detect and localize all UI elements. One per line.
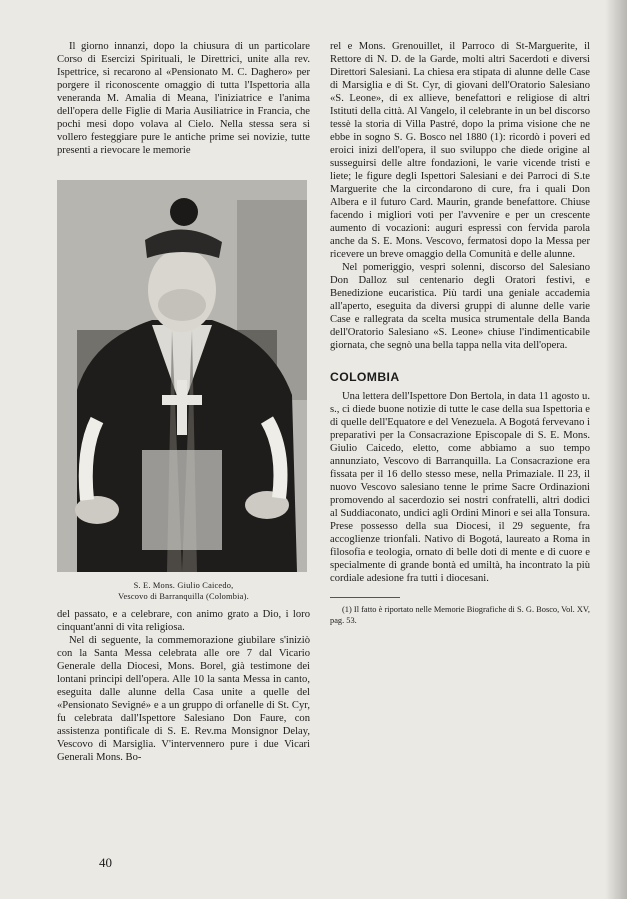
page-edge-shadow: [605, 0, 627, 899]
right-column: [330, 40, 590, 626]
caption-line-title: Vescovo di Barranquilla (Colombia).: [118, 592, 249, 601]
paragraph-visit-pensionato: Il giorno innanzi, dopo la chiusura di un particolare Corso di Esercizi Spirituali, le Direttrici, unite alla rev. Ispettrice, si recarono al «Pensionato M. C. Daghero» per porgere il riconoscente omaggio di tutta l'Ispettoria alla veneranda M. Amalia di Meana, l'iniziatrice e l'anima dell'opera delle Figlie di Maria Ausiliatrice in Francia, che pochi mesi dopo volava al Cielo. Nella stessa sera si vollero festeggiare pure le antiche prime sei novizie, tutte presenti a rievocare le memorie: [57, 41, 310, 156]
photo-caption: [57, 580, 310, 602]
footnote-divider: [330, 597, 400, 598]
paragraph-anniversary: del passato, e a celebrare, con animo grato a Dio, i loro cinquant'anni di vita religiosa.: [57, 609, 310, 633]
paragraph-colombia-letter: Una lettera dell'Ispettore Don Bertola, in data 11 agosto u. s., ci diede buone notizie di tutte le case della sua Ispettoria e di quelle dell'Equatore e del Venezuela. A Bogotá fervevano i preparativi per la Consacrazione Episcopale di S. E. Mons. Giulio Caicedo, eletto, come abbiamo a suo tempo annunziato, Vescovo di Barranquilla. La Consacrazione era fissata per il 16 dello stesso mese, nella Primaziale. Il 23, il nuovo Vescovo salesiano tenne le prime Sacre Ordinazioni promovendo al sacerdozio sei nostri confratelli, altri dodici al Suddiaconato, undici agli Ordini Minori e sei alla Tonsura. Prese possesso della sua Diocesi, il 29 seguente, fra accoglienze trionfali. Nativo di Bogotá, laureato a Roma in filosofia e teologia, ornato di belle doti di mente e di cuore e specialmente di grande bontà ed umiltà, ha incontrato la più cordiale adesione fra tutti i diocesani.: [330, 391, 590, 584]
page-number: 40: [99, 855, 112, 870]
footnote: (1) Il fatto è riportato nelle Memorie Biografiche di S. G. Bosco, Vol. XV, pag. 53.: [330, 605, 590, 625]
caption-line-name: S. E. Mons. Giulio Caicedo,: [133, 581, 234, 590]
paragraph-commemoration: Nel di seguente, la commemorazione giubilare s'iniziò con la Santa Messa celebrata alle ore 7 dal Vicario Generale della Diocesi, Mons. Borel, già testimone dei lontani principi dell'opera. Alle 10 la santa Messa in canto, eseguita dalle alunne della Casa unite a quelle del «Pensionato Sevigné» e a un gruppo di orfanelle di St. Cyr, fu celebrata dall'Ispettore Salesiano Don Faure, con assistenza pontificale di S. E. Rev.ma Monsignor Delay, Vescovo di Marsiglia. V'intervennero pure i due Vicari Generali Mons. Bo-: [57, 635, 310, 763]
bishop-portrait-photo: [57, 180, 307, 572]
left-column: [57, 40, 310, 764]
bishop-portrait-image: [57, 180, 307, 572]
paragraph-ceremony-continued: rel e Mons. Grenouillet, il Parroco di St-Marguerite, il Rettore di N. D. de la Garde, molti altri Sacerdoti e diversi Direttori Salesiani. La chiesa era stipata di alunne delle Case di Marsiglia e di St. Cyr, di giovani dell'Oratorio Salesiano «S. Leone», di ex allieve, benefattori e religiose di altri Istituti della città. Al Vangelo, il celebrante in un bel discorso tessè la storia di Villa Pastré, dopo la prima visione che ne ebbe in sogno S. G. Bosco nel 1880 (1): ricordò i poveri ed eroici inizi dell'opera, il suo sviluppo che diede origine al susseguirsi delle altre fondazioni, le varie vicende tristi e liete; le figure degli Ispettori Salesiani e dei Parroci di S.te Marguerite che la circondarono di cure, fra i quali Don Albera e il futuro Card. Maurin, grande benefattore. Chiuse facendo i migliori voti per l'avvenire e per un crescente aumento di vocazioni: auguri espressi con fervida parola anche da S. E. Mons. Vescovo, fermatosi dopo la Messa per ricevere un breve omaggio della Comunità e delle alunne.: [330, 41, 590, 260]
paragraph-afternoon: Nel pomeriggio, vespri solenni, discorso del Salesiano Don Dalloz sul centenario degli Oratori festivi, e Benedizione eucaristica. Più tardi una geniale accademia all'aperto, eseguita da diversi gruppi di alunne delle varie Case e rallegrata da scelta musica strumentale della Banda dell'Oratorio Salesiano «S. Leone» chiuse l'indimenticabile giornata, che segnò una bella tappa nella vita dell'opera.: [330, 262, 590, 351]
section-title-colombia: COLOMBIA: [330, 370, 400, 384]
